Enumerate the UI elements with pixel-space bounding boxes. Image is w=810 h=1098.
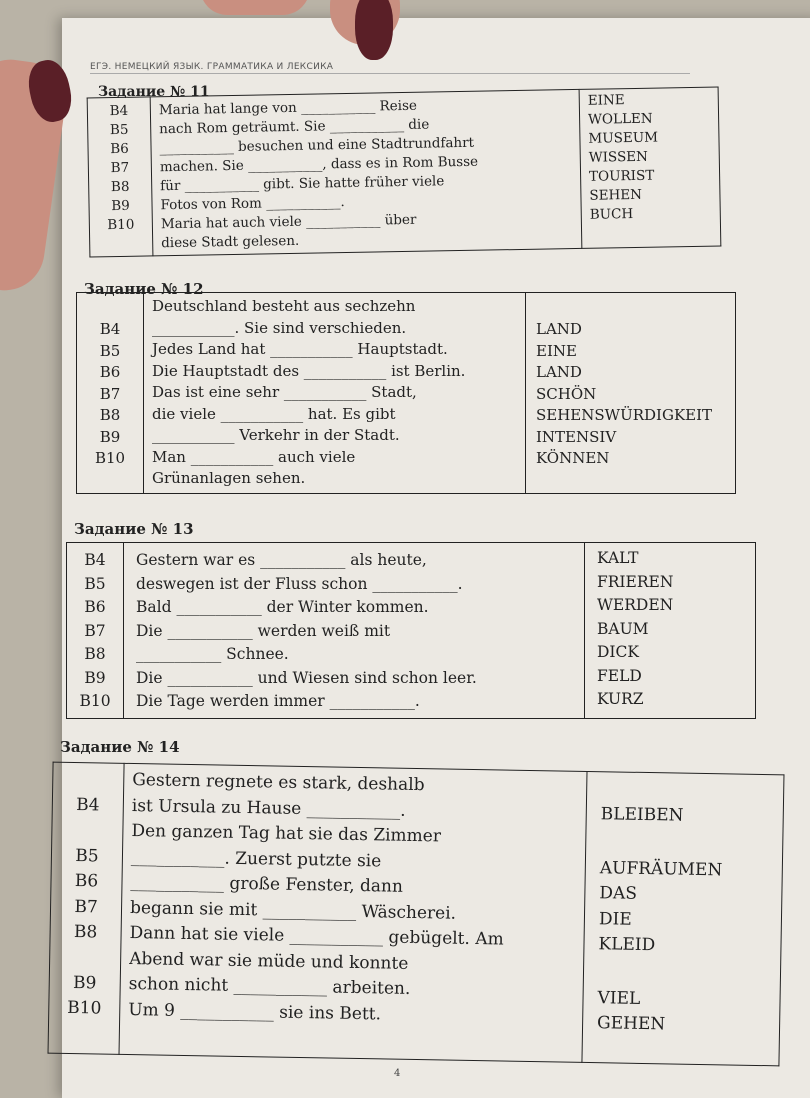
code-b5: B5 [109, 121, 129, 139]
sentence-line: ___________. Sie sind verschieden. [152, 318, 407, 337]
code-b10: B10 [79, 692, 111, 710]
sentence-line: Gestern war es ___________ als heute, [136, 551, 427, 569]
top-fingernail [355, 0, 393, 60]
word-option: SEHENSWÜRDIGKEIT [536, 406, 713, 424]
sentence-line: Dann hat sie viele ___________ gebügelt. Am [129, 923, 504, 950]
word-option: KLEID [598, 934, 656, 956]
task-13-table [66, 542, 756, 719]
task-11-table [87, 86, 722, 257]
task-11-title: Задание № 11 [98, 84, 210, 100]
word-option: BLEIBEN [600, 804, 684, 826]
code-b6: B6 [84, 598, 106, 616]
sentence-line: Deutschland besteht aus sechzehn [152, 297, 416, 315]
code-b8: B8 [84, 645, 106, 663]
sentence-line: deswegen ist der Fluss schon ___________. [136, 574, 463, 593]
word-option: MUSEUM [588, 129, 659, 147]
word-option: LAND [536, 320, 582, 338]
code-b5: B5 [84, 574, 106, 593]
sentence-line: Die ___________ und Wiesen sind schon leer. [136, 668, 477, 687]
code-b6: B6 [99, 363, 121, 381]
word-option: WISSEN [588, 148, 649, 166]
word-option: VIEL [597, 987, 641, 1009]
sentence-line: ___________ besuchen und eine Stadtrundfahrt [159, 134, 475, 157]
code-b4: B4 [99, 320, 121, 338]
word-option: WERDEN [597, 596, 674, 614]
word-option: KURZ [597, 690, 644, 708]
code-b6: B6 [110, 140, 129, 158]
task-13-title: Задание № 13 [74, 520, 194, 538]
sentence-line: Grünanlagen sehen. [152, 469, 306, 487]
task-12-table [76, 292, 736, 494]
word-option: KÖNNEN [536, 449, 610, 467]
word-option: WOLLEN [587, 110, 653, 128]
task-14-title: Задание № 14 [60, 738, 180, 756]
sentence-line: nach Rom geträumt. Sie ___________ die [159, 116, 430, 138]
sentence-line: Um 9 ___________ sie ins Bett. [128, 999, 382, 1024]
sentence-line: begann sie mit ___________ Wäscherei. [129, 897, 457, 924]
sentence-line: Abend war sie müde und konnte [129, 948, 409, 974]
code-b10: B10 [107, 216, 135, 234]
code-b4: B4 [84, 551, 106, 569]
code-b10: B10 [67, 997, 102, 1019]
code-b4: B4 [109, 102, 129, 120]
word-option: EINE [587, 92, 625, 109]
sentence-line: ___________. Zuerst putzte sie [130, 846, 382, 871]
sentence-line: für ___________ gibt. Sie hatte früher viele [160, 173, 445, 195]
task-12-title: Задание № 12 [84, 280, 204, 298]
sentence-line: Fotos von Rom ___________. [160, 194, 345, 214]
sentence-line: ist Ursula zu Hause ___________. [131, 795, 406, 821]
code-b9: B9 [111, 197, 130, 215]
sentence-line: die viele ___________ hat. Es gibt [152, 404, 396, 423]
code-b10: B10 [94, 449, 126, 467]
code-b8: B8 [73, 922, 98, 943]
word-option: BUCH [589, 206, 634, 223]
sentence-line: Man ___________ auch viele [152, 447, 356, 466]
word-option: DIE [598, 908, 632, 930]
code-b7: B7 [84, 621, 106, 640]
code-b9: B9 [99, 427, 121, 446]
sentence-line: Maria hat auch viele ___________ über [160, 211, 417, 233]
code-b7: B7 [110, 159, 130, 177]
sentence-line: Gestern regnete es stark, deshalb [132, 770, 425, 796]
page-number: 4 [394, 1068, 401, 1079]
word-option: BAUM [597, 619, 649, 638]
word-option: TOURIST [588, 167, 655, 185]
word-option: DAS [599, 883, 638, 904]
sentence-line: Die Tage werden immer ___________. [136, 692, 420, 710]
code-b7: B7 [74, 896, 98, 917]
code-b7: B7 [99, 384, 121, 403]
sentence-line: diese Stadt gelesen. [161, 232, 300, 252]
task-14-table [48, 762, 785, 1067]
code-b5: B5 [99, 341, 121, 360]
sentence-line: ___________ Verkehr in der Stadt. [152, 426, 400, 444]
sentence-line: schon nicht ___________ arbeiten. [128, 973, 411, 999]
word-option: GEHEN [596, 1013, 666, 1035]
word-option: INTENSIV [536, 427, 617, 446]
sentence-line: Den ganzen Tag hat sie das Zimmer [131, 821, 442, 847]
sentence-line: Die Hauptstadt des ___________ ist Berlin. [152, 361, 466, 380]
code-b4: B4 [76, 795, 100, 816]
sentence-line: Maria hat lange von ___________ Reise [158, 97, 418, 119]
word-option: EINE [536, 341, 577, 360]
sentence-line: Die ___________ werden weiß mit [136, 621, 391, 640]
code-b5: B5 [75, 845, 99, 866]
code-b8: B8 [110, 178, 130, 196]
code-b9: B9 [84, 668, 106, 687]
word-option: FRIEREN [597, 572, 674, 591]
sentence-line: machen. Sie ___________, dass es in Rom Busse [159, 153, 479, 176]
word-option: AUFRÄUMEN [599, 857, 723, 880]
code-b6: B6 [74, 871, 99, 892]
sentence-line: ___________ große Fenster, dann [130, 872, 404, 897]
sentence-line: ___________ Schnee. [136, 645, 289, 663]
word-option: LAND [536, 363, 582, 381]
sentence-line: Das ist eine sehr ___________ Stadt, [152, 383, 417, 401]
word-option: SEHEN [589, 186, 643, 204]
word-option: SCHÖN [536, 384, 597, 403]
word-option: KALT [597, 549, 639, 567]
code-b8: B8 [99, 406, 121, 424]
word-option: DICK [597, 643, 639, 661]
word-option: FELD [597, 666, 642, 685]
sentence-line: Jedes Land hat ___________ Hauptstadt. [152, 340, 448, 358]
top-finger-2 [200, 0, 310, 15]
page-header: ЕГЭ. НЕМЕЦКИЙ ЯЗЫК. ГРАММАТИКА И ЛЕКСИКА [90, 62, 690, 74]
sentence-line: Bald ___________ der Winter kommen. [136, 598, 429, 616]
code-b9: B9 [72, 972, 97, 993]
